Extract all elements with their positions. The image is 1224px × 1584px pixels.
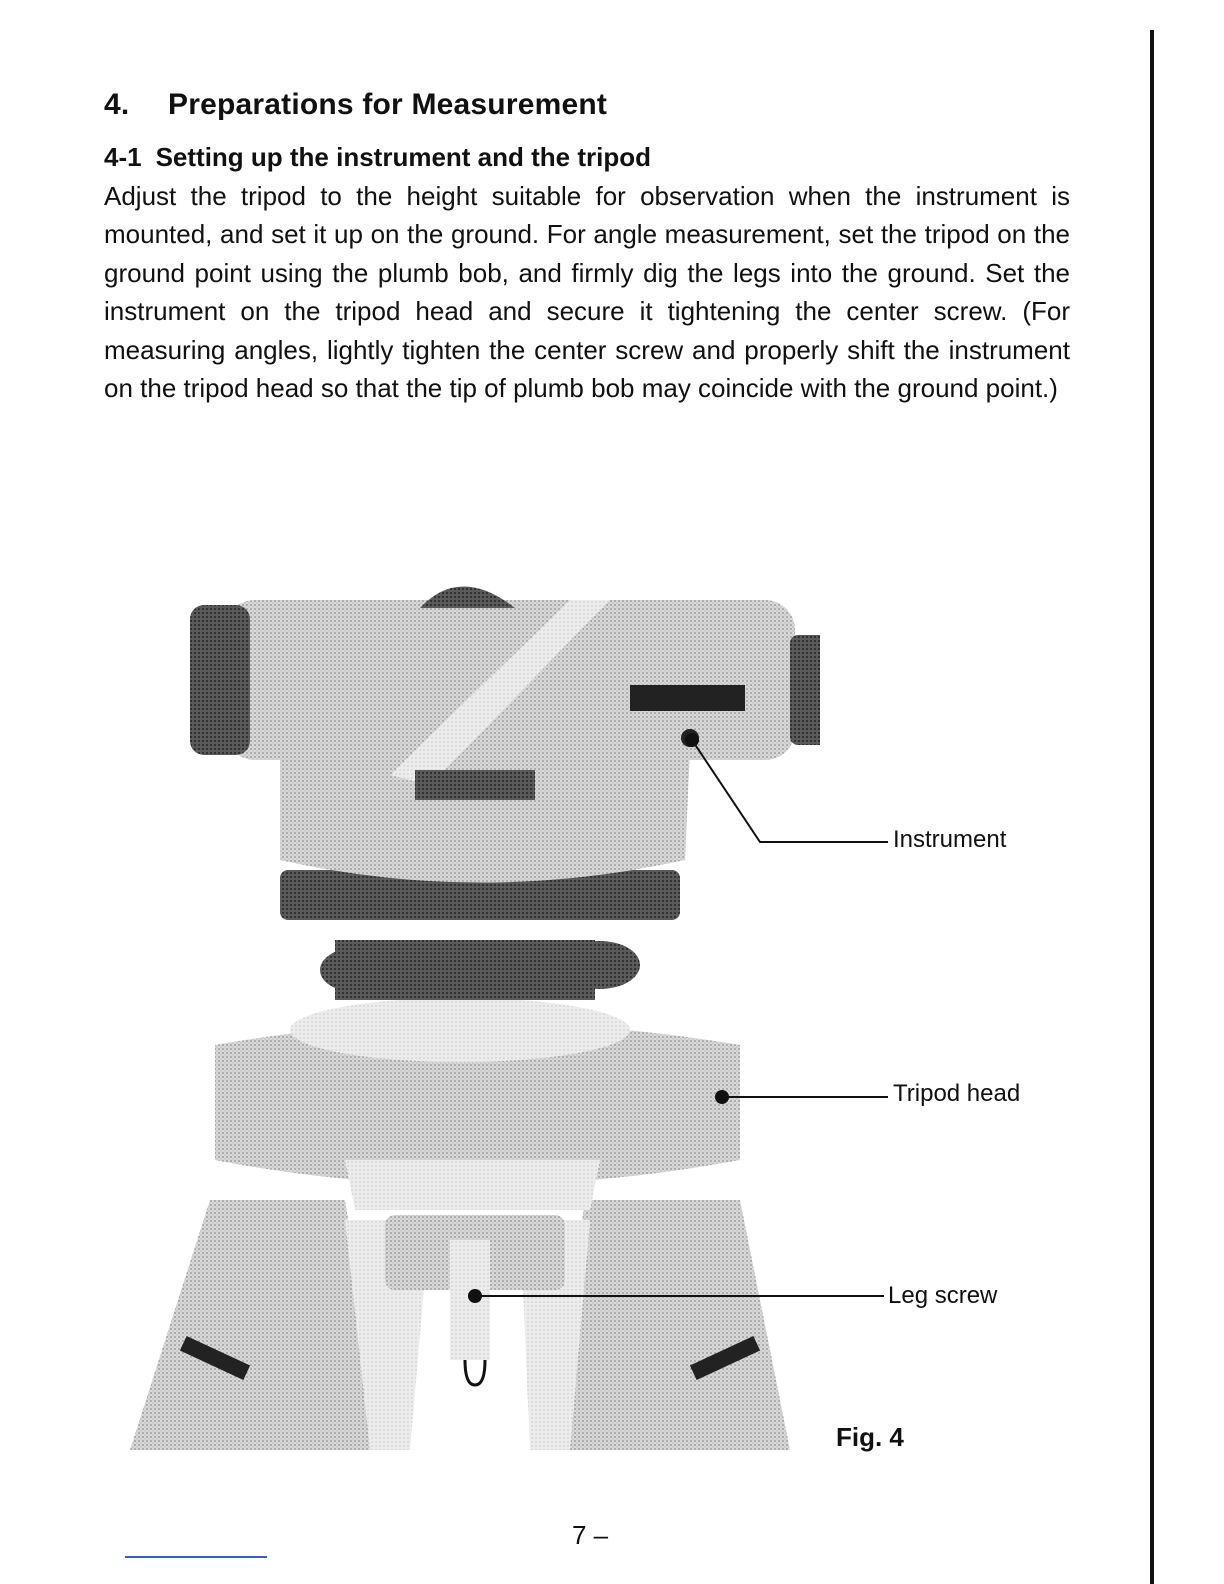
level-on-tripod-illustration	[130, 560, 820, 1450]
page-number: 7 –	[572, 1520, 609, 1550]
section-heading	[104, 88, 607, 122]
instrument-body	[190, 587, 820, 883]
callout-tripod-head: Tripod head	[893, 1080, 1021, 1107]
body-paragraph: Adjust the tripod to the height suitable for observation when the instrument is mounted, and set it up on the ground. For angle measurement, set the tripod on the ground point using the plumb bob, and firmly dig the legs into the ground. Set the instrument on the tripod head and secure it tightening the center screw. (For measuring angles, lightly tighten the center screw and properly shift the instrument on the tripod head so that the tip of plumb bob may coincide with the ground point.)	[104, 181, 1070, 404]
callout-instrument: Instrument	[893, 826, 1007, 853]
footer-rule	[125, 1556, 267, 1558]
subsection-number: 4-1	[104, 142, 142, 172]
section-number: 4.	[104, 88, 130, 121]
figure-caption: Fig. 4	[836, 1422, 904, 1452]
section-title: Preparations for Measurement	[168, 88, 608, 121]
callout-leg-screw: Leg screw	[888, 1282, 998, 1309]
subsection-title: Setting up the instrument and the tripod	[155, 142, 651, 172]
subsection-heading	[104, 142, 651, 173]
tribrach	[280, 870, 680, 1062]
page-edge-rule	[1150, 30, 1154, 1584]
